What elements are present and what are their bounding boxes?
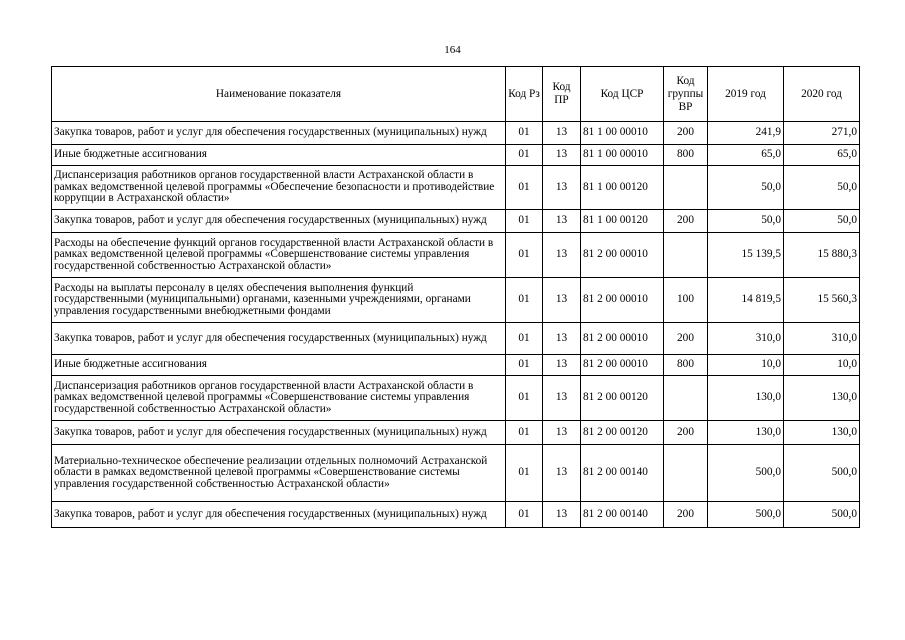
cell-rz: 01	[506, 376, 543, 421]
cell-csr: 81 2 00 00010	[581, 323, 664, 355]
cell-2020: 50,0	[784, 166, 860, 210]
cell-vr: 200	[664, 122, 708, 145]
cell-csr: 81 2 00 00120	[581, 376, 664, 421]
cell-2019: 500,0	[708, 502, 784, 528]
cell-rz: 01	[506, 502, 543, 528]
cell-vr: 200	[664, 421, 708, 445]
cell-rz: 01	[506, 323, 543, 355]
cell-pr: 13	[543, 421, 581, 445]
header-csr: Код ЦСР	[581, 67, 664, 122]
cell-name: Закупка товаров, работ и услуг для обеспечения государственных (муниципальных) нужд	[52, 502, 506, 528]
cell-2020: 15 880,3	[784, 233, 860, 278]
cell-vr: 200	[664, 210, 708, 233]
cell-csr: 81 1 00 00010	[581, 145, 664, 166]
cell-vr: 100	[664, 278, 708, 323]
table-row	[52, 233, 860, 278]
cell-pr: 13	[543, 210, 581, 233]
header-name: Наименование показателя	[52, 67, 506, 122]
cell-pr: 13	[543, 145, 581, 166]
cell-name: Материально-техническое обеспечение реализации отдельных полномочий Астраханской области в рамках ведомственной целевой программы «Совершенствование системы управления государственной собственностью Астраханской области»	[52, 445, 506, 502]
cell-name: Расходы на выплаты персоналу в целях обеспечения выполнения функций государственными (муниципальными) органами, казенными учреждениями, органами управления государственными внебюджетными фондами	[52, 278, 506, 323]
table-row	[52, 166, 860, 210]
cell-2020: 130,0	[784, 421, 860, 445]
table-header	[52, 67, 860, 122]
cell-2019: 15 139,5	[708, 233, 784, 278]
cell-rz: 01	[506, 210, 543, 233]
cell-vr	[664, 445, 708, 502]
cell-name: Закупка товаров, работ и услуг для обеспечения государственных (муниципальных) нужд	[52, 421, 506, 445]
cell-pr: 13	[543, 278, 581, 323]
cell-name: Диспансеризация работников органов государственной власти Астраханской области в рамках ведомственной целевой программы «Обеспечение безопасности и противодействие коррупции в Астраханской области»	[52, 166, 506, 210]
cell-vr	[664, 376, 708, 421]
cell-csr: 81 2 00 00010	[581, 278, 664, 323]
cell-2019: 500,0	[708, 445, 784, 502]
cell-pr: 13	[543, 166, 581, 210]
cell-2020: 130,0	[784, 376, 860, 421]
cell-pr: 13	[543, 376, 581, 421]
table-row	[52, 445, 860, 502]
cell-pr: 13	[543, 355, 581, 376]
table-row	[52, 502, 860, 528]
cell-csr: 81 1 00 00120	[581, 166, 664, 210]
cell-vr	[664, 166, 708, 210]
cell-name: Закупка товаров, работ и услуг для обеспечения государственных (муниципальных) нужд	[52, 210, 506, 233]
cell-rz: 01	[506, 145, 543, 166]
table-row	[52, 210, 860, 233]
cell-2019: 50,0	[708, 166, 784, 210]
cell-name: Закупка товаров, работ и услуг для обеспечения государственных (муниципальных) нужд	[52, 323, 506, 355]
cell-pr: 13	[543, 323, 581, 355]
cell-2019: 130,0	[708, 376, 784, 421]
cell-pr: 13	[543, 445, 581, 502]
table-row	[52, 376, 860, 421]
cell-2019: 50,0	[708, 210, 784, 233]
cell-2020: 500,0	[784, 502, 860, 528]
cell-pr: 13	[543, 122, 581, 145]
page-number: 164	[444, 44, 461, 56]
table-row	[52, 355, 860, 376]
cell-name: Иные бюджетные ассигнования	[52, 355, 506, 376]
cell-2020: 500,0	[784, 445, 860, 502]
cell-2020: 50,0	[784, 210, 860, 233]
cell-rz: 01	[506, 278, 543, 323]
header-pr: Код ПР	[543, 67, 581, 122]
cell-rz: 01	[506, 122, 543, 145]
table-row	[52, 145, 860, 166]
cell-2019: 14 819,5	[708, 278, 784, 323]
table-row	[52, 278, 860, 323]
cell-2019: 130,0	[708, 421, 784, 445]
cell-csr: 81 2 00 00140	[581, 445, 664, 502]
cell-csr: 81 2 00 00120	[581, 421, 664, 445]
cell-name: Иные бюджетные ассигнования	[52, 145, 506, 166]
cell-2019: 65,0	[708, 145, 784, 166]
cell-pr: 13	[543, 502, 581, 528]
cell-name: Диспансеризация работников органов государственной власти Астраханской области в рамках ведомственной целевой программы «Совершенствование системы управления государственной собственностью Астраханской области»	[52, 376, 506, 421]
cell-csr: 81 2 00 00010	[581, 233, 664, 278]
cell-2020: 310,0	[784, 323, 860, 355]
cell-name: Закупка товаров, работ и услуг для обеспечения государственных (муниципальных) нужд	[52, 122, 506, 145]
cell-csr: 81 1 00 00120	[581, 210, 664, 233]
cell-rz: 01	[506, 421, 543, 445]
header-row	[52, 67, 860, 122]
cell-rz: 01	[506, 233, 543, 278]
cell-vr	[664, 233, 708, 278]
table-body	[52, 122, 860, 528]
header-rz: Код Рз	[506, 67, 543, 122]
header-2020: 2020 год	[784, 67, 860, 122]
cell-vr: 200	[664, 502, 708, 528]
cell-rz: 01	[506, 355, 543, 376]
cell-2020: 15 560,3	[784, 278, 860, 323]
cell-2019: 241,9	[708, 122, 784, 145]
table-row	[52, 421, 860, 445]
cell-rz: 01	[506, 166, 543, 210]
cell-2020: 271,0	[784, 122, 860, 145]
cell-vr: 800	[664, 355, 708, 376]
cell-csr: 81 2 00 00140	[581, 502, 664, 528]
table-row	[52, 323, 860, 355]
cell-rz: 01	[506, 445, 543, 502]
cell-csr: 81 2 00 00010	[581, 355, 664, 376]
cell-name: Расходы на обеспечение функций органов государственной власти Астраханской области в рамках ведомственной целевой программы «Совершенствование системы управления государственной собственностью Астраханской области»	[52, 233, 506, 278]
header-2019: 2019 год	[708, 67, 784, 122]
budget-table	[51, 66, 860, 528]
cell-csr: 81 1 00 00010	[581, 122, 664, 145]
cell-vr: 800	[664, 145, 708, 166]
cell-2020: 10,0	[784, 355, 860, 376]
table-row	[52, 122, 860, 145]
cell-pr: 13	[543, 233, 581, 278]
cell-2019: 10,0	[708, 355, 784, 376]
cell-2019: 310,0	[708, 323, 784, 355]
header-vr: Код группы ВР	[664, 67, 708, 122]
cell-vr: 200	[664, 323, 708, 355]
cell-2020: 65,0	[784, 145, 860, 166]
